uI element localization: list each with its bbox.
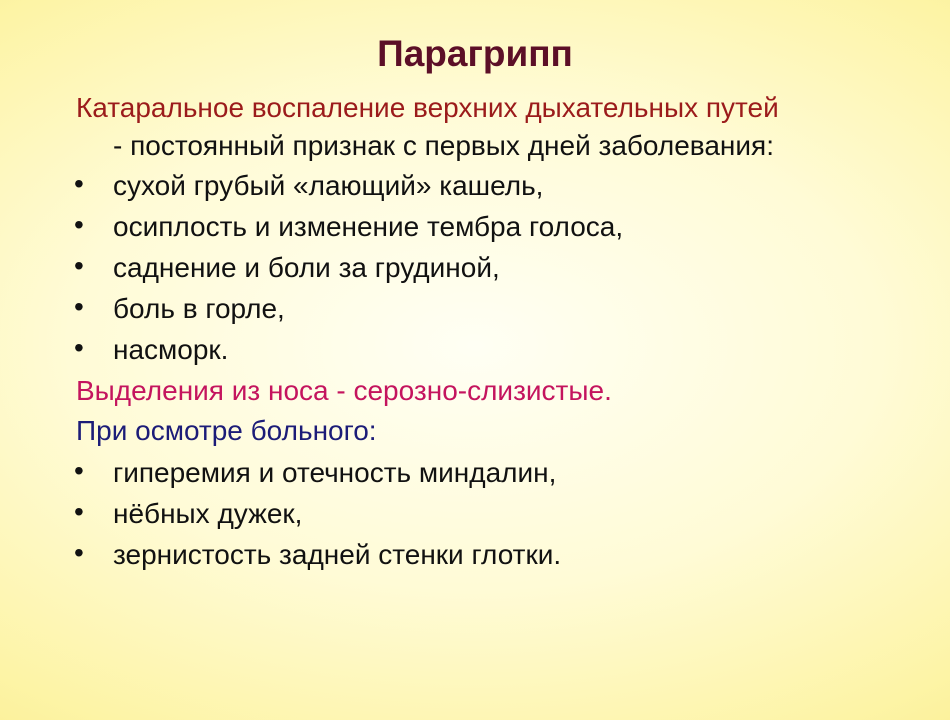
- bullet-icon: •: [74, 250, 84, 281]
- bullet-icon: •: [74, 209, 84, 240]
- intro-line-2: - постоянный признак с первых дней заболевания:: [113, 130, 774, 161]
- bullet-icon: •: [74, 291, 84, 322]
- bullet-icon: •: [74, 496, 84, 527]
- symptom-text: саднение и боли за грудиной,: [113, 252, 500, 283]
- bullet-icon: •: [74, 455, 84, 486]
- discharge-text: Выделения из носа - серозно-слизистые.: [76, 375, 612, 406]
- symptom-text: боль в горле,: [113, 293, 285, 324]
- bullet-icon: •: [74, 168, 84, 199]
- finding-text: гиперемия и отечность миндалин,: [113, 457, 557, 488]
- slide-title: Парагрипп: [377, 33, 573, 74]
- symptom-text: осиплость и изменение тембра голоса,: [113, 211, 624, 242]
- exam-heading: При осмотре больного:: [76, 415, 377, 446]
- bullet-icon: •: [74, 332, 84, 363]
- symptom-text: сухой грубый «лающий» кашель,: [113, 170, 544, 201]
- intro-line-1: Катаральное воспаление верхних дыхательных путей: [76, 92, 779, 123]
- bullet-icon: •: [74, 537, 84, 568]
- symptom-text: насморк.: [113, 334, 229, 365]
- finding-text: нёбных дужек,: [113, 498, 303, 529]
- finding-text: зернистость задней стенки глотки.: [113, 539, 562, 570]
